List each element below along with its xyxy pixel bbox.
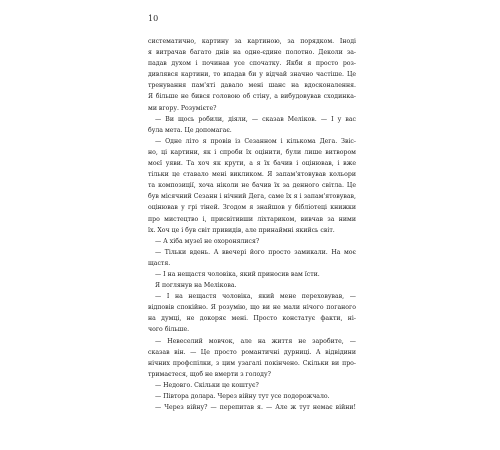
body-text: [148, 36, 356, 413]
text-line: нічних профспілки, з цим узагалі покінчено. Скільки ви про-: [148, 359, 356, 367]
text-line: на думці, не докоряє мені. Просто констатує факти, ні-: [148, 315, 356, 323]
text-line: но, ці картини, як і спроби їх оцінити, були лише витвором: [148, 148, 356, 156]
text-line: був місячний Сезанн і нічний Дега, саме їх я і запам'ятовував,: [148, 193, 356, 201]
text-line: чого більше.: [148, 326, 190, 334]
text-line: систематично, картину за картиною, за порядком. Іноді: [148, 38, 356, 45]
text-line: тримаєтеся, щоб не вмерти з голоду?: [148, 370, 271, 378]
text-line: ми вгору. Розумієте?: [148, 104, 217, 112]
text-line: — Невеселий мовчок, але на життя не заробите, —: [155, 337, 356, 345]
text-line: Я поглянув на Мелікова.: [155, 282, 237, 290]
text-line: про мистецтво і, присвітивши ліхтариком, вивчав за ними: [148, 215, 356, 223]
text-line: Я більше не бився головою об стіну, а вибудовував сходинка-: [148, 93, 356, 101]
text-line: моєї уяви. Та хоч як крути, а я їх бачив і оцінював, і вже: [148, 160, 356, 168]
text-line: — Через війну? — перепитав я. — Але ж тут немає війни!: [155, 404, 356, 412]
text-line: оцінював у грі тіней. Згодом я знайшов у бібліотеці книжки: [148, 204, 356, 212]
text-line: я витрачав багато днів на одне-єдине полотно. Деколи за-: [148, 49, 356, 57]
text-line: дивлявся картини, то впадав би у відчай значно частіше. Це: [148, 71, 356, 79]
text-line: — Недовго. Скільки це коштує?: [155, 381, 259, 389]
page-number: 10: [148, 14, 159, 23]
text-line: та композиції, хоча ніколи не бачив їх за денного світла. Це: [148, 182, 356, 190]
text-line: — Тільки вдень. А ввечері його просто замикали. На моє: [155, 248, 356, 256]
text-line: падав духом і починав усе спочатку. Якби я просто роз-: [148, 60, 356, 68]
text-line: — І на нещастя чоловіка, який приносив вам їсти.: [155, 270, 320, 278]
text-line: — Ви щось робили, діяли, — сказав Меліков. — І у вас: [155, 115, 356, 123]
text-line: відповів спокійно. Я розумію, що ви не мали нічого поганого: [148, 304, 356, 312]
text-line: була мета. Це допомагає.: [148, 126, 232, 134]
text-line: — Півтора долара. Через війну тут усе подорожчало.: [155, 393, 330, 400]
text-line: тренування пам'яті давало мені шанс на вдосконалення.: [148, 82, 356, 90]
text-line: їх. Хоч це і був світ привидів, але принаймні якийсь світ.: [148, 226, 335, 234]
text-line: сказав він. — Це просто романтичні дурниці. А відвідини: [148, 348, 356, 356]
text-line: щастя.: [148, 259, 171, 267]
text-line: тільки це ставало мені викликом. Я запам'ятовував кольори: [148, 171, 356, 179]
text-line: — Одне літо я провів із Сезанном і кількома Дега. Звіс-: [155, 137, 356, 145]
text-line: — І на нещастя чоловіка, який мене переховував, —: [155, 293, 356, 301]
text-line: — А хіба музеї не охоронялися?: [155, 237, 260, 245]
